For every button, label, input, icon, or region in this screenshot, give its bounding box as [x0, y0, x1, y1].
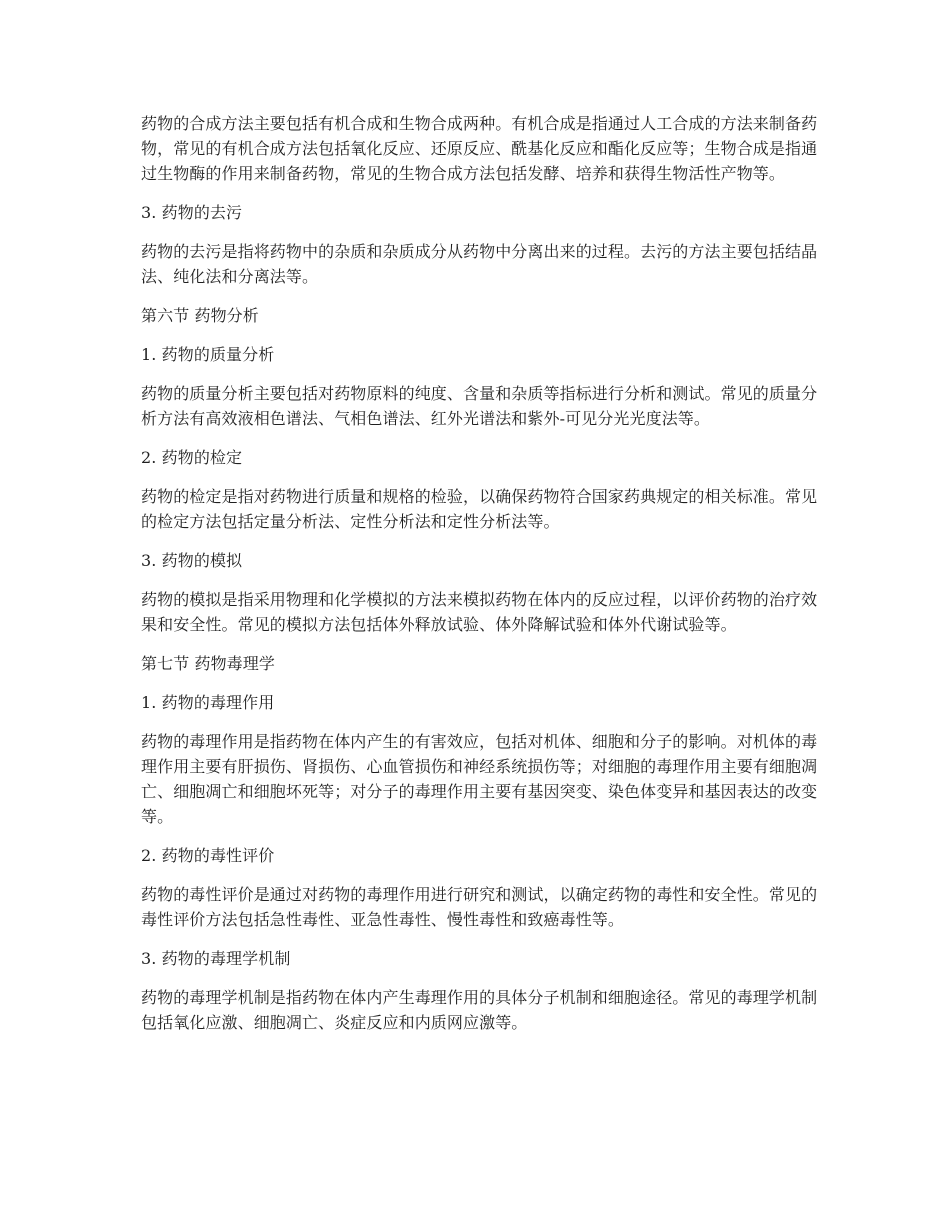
heading-toxic-effects: 1. 药物的毒理作用 — [141, 693, 275, 712]
paragraph-toxicology-mechanism: 药物的毒理学机制是指药物在体内产生毒理作用的具体分子机制和细胞途径。常见的毒理学机制包括氧化应激、细胞凋亡、炎症反应和内质网应激等。 — [141, 988, 818, 1032]
section-title-toxicology: 第七节 药物毒理学 — [141, 654, 275, 673]
paragraph-toxicity-evaluation: 药物的毒性评价是通过对药物的毒理作用进行研究和测试，以确定药物的毒性和安全性。常见的毒性评价方法包括急性毒性、亚急性毒性、慢性毒性和致癌毒性等。 — [141, 885, 818, 929]
heading-verification: 2. 药物的检定 — [141, 448, 243, 467]
heading-toxicity-evaluation: 2. 药物的毒性评价 — [141, 846, 275, 865]
paragraph-verification: 药物的检定是指对药物进行质量和规格的检验，以确保药物符合国家药典规定的相关标准。常见的检定方法包括定量分析法、定性分析法和定性分析法等。 — [141, 487, 818, 531]
paragraph-synthesis-methods: 药物的合成方法主要包括有机合成和生物合成两种。有机合成是指通过人工合成的方法来制备药物，常见的有机合成方法包括氧化反应、还原反应、酰基化反应和酯化反应等；生物合成是指通过生物酶的作用来制备药物，常见的生物合成方法包括发酵、培养和获得生物活性产物等。 — [141, 114, 818, 183]
heading-decontamination: 3. 药物的去污 — [141, 203, 243, 222]
paragraph-quality-analysis: 药物的质量分析主要包括对药物原料的纯度、含量和杂质等指标进行分析和测试。常见的质量分析方法有高效液相色谱法、气相色谱法、红外光谱法和紫外-可见分光光度法等。 — [141, 384, 818, 428]
heading-toxicology-mechanism: 3. 药物的毒理学机制 — [141, 949, 291, 968]
paragraph-simulation: 药物的模拟是指采用物理和化学模拟的方法来模拟药物在体内的反应过程，以评价药物的治疗效果和安全性。常见的模拟方法包括体外释放试验、体外降解试验和体外代谢试验等。 — [141, 590, 818, 634]
document-page — [141, 111, 831, 1049]
heading-quality-analysis: 1. 药物的质量分析 — [141, 345, 275, 364]
paragraph-toxic-effects: 药物的毒理作用是指药物在体内产生的有害效应，包括对机体、细胞和分子的影响。对机体的毒理作用主要有肝损伤、肾损伤、心血管损伤和神经系统损伤等；对细胞的毒理作用主要有细胞凋亡、细胞凋亡和细胞坏死等；对分子的毒理作用主要有基因突变、染色体变异和基因表达的改变等。 — [141, 732, 818, 826]
heading-simulation: 3. 药物的模拟 — [141, 551, 243, 570]
section-title-drug-analysis: 第六节 药物分析 — [141, 306, 259, 325]
paragraph-decontamination: 药物的去污是指将药物中的杂质和杂质成分从药物中分离出来的过程。去污的方法主要包括结晶法、纯化法和分离法等。 — [141, 242, 818, 286]
